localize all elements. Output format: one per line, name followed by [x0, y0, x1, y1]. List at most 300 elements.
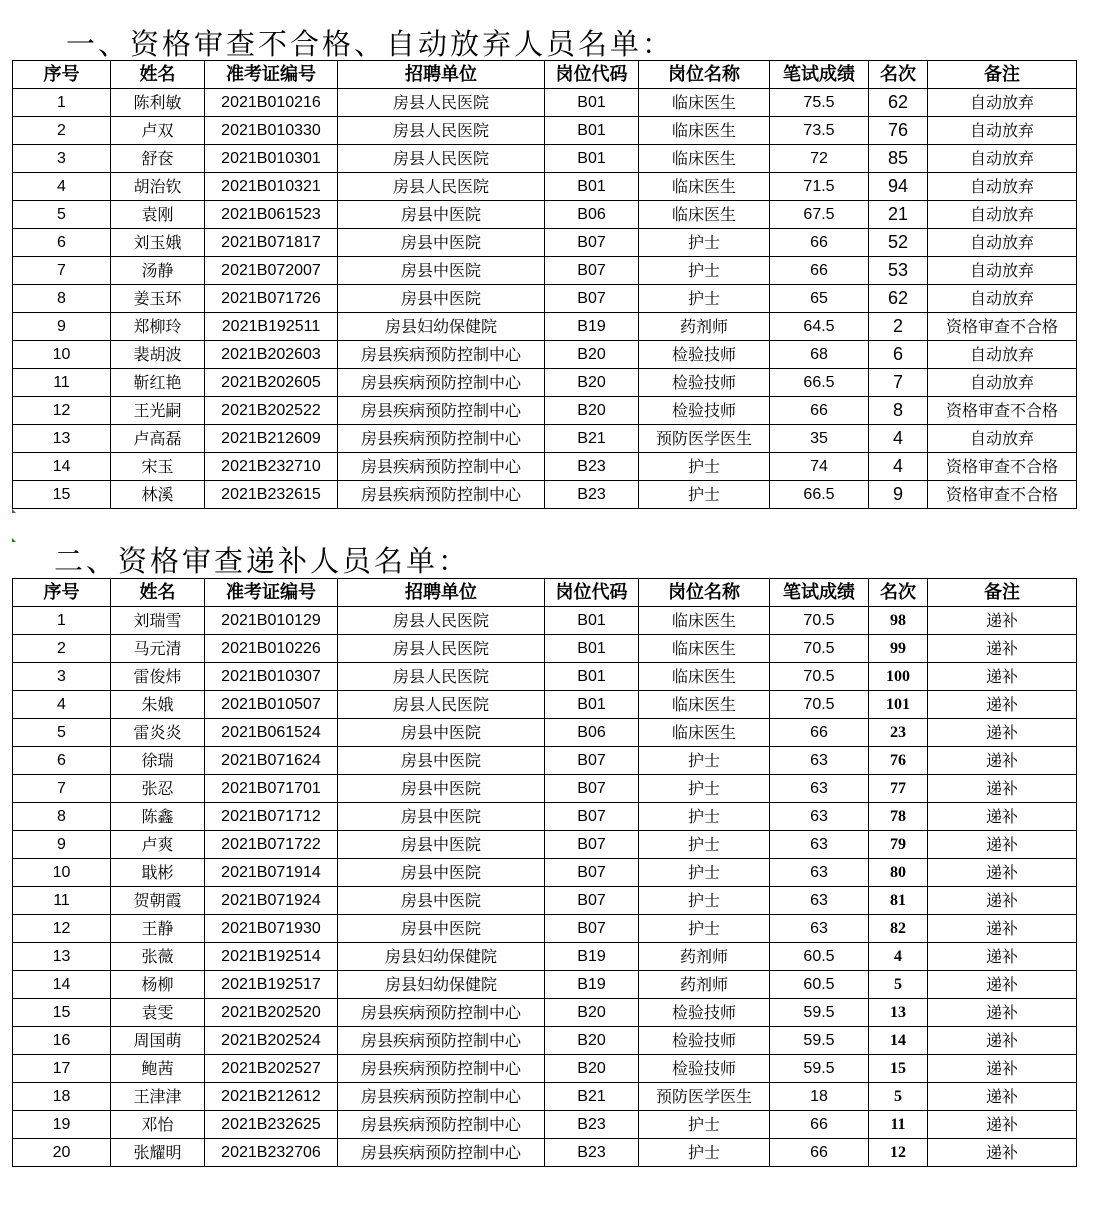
- name-cell: 汤静: [111, 257, 205, 285]
- header-score: 笔试成绩: [770, 61, 869, 89]
- position-name-cell: 护士: [639, 1139, 770, 1167]
- position-name-cell: 临床医生: [639, 691, 770, 719]
- name-cell: 袁雯: [111, 999, 205, 1027]
- name-cell: 朱娥: [111, 691, 205, 719]
- position-code-cell: B23: [545, 1111, 639, 1139]
- score-cell: 64.5: [770, 313, 869, 341]
- header-exam-id: 准考证编号: [205, 579, 338, 607]
- remark-cell: 资格审查不合格: [928, 453, 1077, 481]
- score-cell: 70.5: [770, 663, 869, 691]
- index-cell: 11: [13, 369, 111, 397]
- employer-cell: 房县疾病预防控制中心: [338, 1055, 545, 1083]
- position-code-cell: B07: [545, 831, 639, 859]
- score-cell: 66: [770, 719, 869, 747]
- position-code-cell: B20: [545, 1027, 639, 1055]
- remark-cell: 资格审查不合格: [928, 481, 1077, 509]
- name-cell: 舒奁: [111, 145, 205, 173]
- table-row: [13, 747, 1077, 775]
- index-cell: 15: [13, 999, 111, 1027]
- employer-cell: 房县妇幼保健院: [338, 971, 545, 999]
- remark-cell: 自动放弃: [928, 117, 1077, 145]
- position-code-cell: B19: [545, 971, 639, 999]
- position-code-cell: B21: [545, 425, 639, 453]
- remark-cell: 递补: [928, 691, 1077, 719]
- score-cell: 60.5: [770, 943, 869, 971]
- exam-id-cell: 2021B232710: [205, 453, 338, 481]
- exam-id-cell: 2021B071930: [205, 915, 338, 943]
- rank-cell: 5: [869, 971, 928, 999]
- position-name-cell: 临床医生: [639, 663, 770, 691]
- score-cell: 59.5: [770, 1027, 869, 1055]
- exam-id-cell: 2021B010330: [205, 117, 338, 145]
- index-cell: 10: [13, 341, 111, 369]
- index-cell: 16: [13, 1027, 111, 1055]
- remark-cell: 自动放弃: [928, 145, 1077, 173]
- exam-id-cell: 2021B010226: [205, 635, 338, 663]
- exam-id-cell: 2021B202603: [205, 341, 338, 369]
- position-code-cell: B07: [545, 257, 639, 285]
- index-cell: 4: [13, 173, 111, 201]
- index-cell: 3: [13, 145, 111, 173]
- score-cell: 66: [770, 229, 869, 257]
- remark-cell: 递补: [928, 635, 1077, 663]
- index-cell: 14: [13, 971, 111, 999]
- score-cell: 66.5: [770, 481, 869, 509]
- position-name-cell: 检验技师: [639, 397, 770, 425]
- exam-id-cell: 2021B212612: [205, 1083, 338, 1111]
- remark-cell: 递补: [928, 775, 1077, 803]
- rank-cell: 82: [869, 915, 928, 943]
- exam-id-cell: 2021B010507: [205, 691, 338, 719]
- position-code-cell: B23: [545, 453, 639, 481]
- employer-cell: 房县中医院: [338, 719, 545, 747]
- index-cell: 11: [13, 887, 111, 915]
- rank-cell: 4: [869, 943, 928, 971]
- employer-cell: 房县人民医院: [338, 173, 545, 201]
- employer-cell: 房县人民医院: [338, 145, 545, 173]
- header-index: 序号: [13, 579, 111, 607]
- cell-marker: [12, 538, 16, 542]
- exam-id-cell: 2021B192514: [205, 943, 338, 971]
- remark-cell: 递补: [928, 859, 1077, 887]
- remark-cell: 递补: [928, 971, 1077, 999]
- position-code-cell: B20: [545, 341, 639, 369]
- remark-cell: 自动放弃: [928, 201, 1077, 229]
- rank-cell: 4: [869, 425, 928, 453]
- exam-id-cell: 2021B192511: [205, 313, 338, 341]
- rank-cell: 85: [869, 145, 928, 173]
- score-cell: 73.5: [770, 117, 869, 145]
- exam-id-cell: 2021B071924: [205, 887, 338, 915]
- position-code-cell: B07: [545, 229, 639, 257]
- position-code-cell: B01: [545, 663, 639, 691]
- position-code-cell: B06: [545, 201, 639, 229]
- table-row: [13, 173, 1077, 201]
- exam-id-cell: 2021B010307: [205, 663, 338, 691]
- header-name: 姓名: [111, 61, 205, 89]
- header-index: 序号: [13, 61, 111, 89]
- position-code-cell: B23: [545, 481, 639, 509]
- rank-cell: 78: [869, 803, 928, 831]
- index-cell: 7: [13, 775, 111, 803]
- name-cell: 刘玉娥: [111, 229, 205, 257]
- table-row: [13, 1027, 1077, 1055]
- score-cell: 35: [770, 425, 869, 453]
- name-cell: 裴胡波: [111, 341, 205, 369]
- table-row: [13, 341, 1077, 369]
- position-code-cell: B20: [545, 369, 639, 397]
- position-code-cell: B21: [545, 1083, 639, 1111]
- rank-cell: 80: [869, 859, 928, 887]
- remark-cell: 递补: [928, 663, 1077, 691]
- table-row: [13, 915, 1077, 943]
- table-row: [13, 257, 1077, 285]
- index-cell: 4: [13, 691, 111, 719]
- table-row: [13, 285, 1077, 313]
- name-cell: 周国萌: [111, 1027, 205, 1055]
- index-cell: 20: [13, 1139, 111, 1167]
- name-cell: 贺朝霞: [111, 887, 205, 915]
- remark-cell: 递补: [928, 1111, 1077, 1139]
- position-name-cell: 药剂师: [639, 313, 770, 341]
- score-cell: 59.5: [770, 1055, 869, 1083]
- employer-cell: 房县疾病预防控制中心: [338, 1027, 545, 1055]
- remark-cell: 自动放弃: [928, 173, 1077, 201]
- position-name-cell: 临床医生: [639, 89, 770, 117]
- disqualified-table: [12, 60, 1077, 509]
- position-name-cell: 检验技师: [639, 341, 770, 369]
- table-row: [13, 453, 1077, 481]
- name-cell: 戢彬: [111, 859, 205, 887]
- position-code-cell: B20: [545, 999, 639, 1027]
- name-cell: 陈利敏: [111, 89, 205, 117]
- remark-cell: 递补: [928, 1083, 1077, 1111]
- employer-cell: 房县疾病预防控制中心: [338, 453, 545, 481]
- remark-cell: 自动放弃: [928, 341, 1077, 369]
- score-cell: 63: [770, 831, 869, 859]
- score-cell: 59.5: [770, 999, 869, 1027]
- score-cell: 71.5: [770, 173, 869, 201]
- table-row: [13, 887, 1077, 915]
- position-code-cell: B01: [545, 607, 639, 635]
- rank-cell: 13: [869, 999, 928, 1027]
- index-cell: 6: [13, 747, 111, 775]
- score-cell: 65: [770, 285, 869, 313]
- name-cell: 王津津: [111, 1083, 205, 1111]
- position-code-cell: B07: [545, 775, 639, 803]
- index-cell: 7: [13, 257, 111, 285]
- name-cell: 宋玉: [111, 453, 205, 481]
- position-name-cell: 临床医生: [639, 173, 770, 201]
- table-row: [13, 663, 1077, 691]
- rank-cell: 81: [869, 887, 928, 915]
- rank-cell: 77: [869, 775, 928, 803]
- header-name: 姓名: [111, 579, 205, 607]
- name-cell: 徐瑞: [111, 747, 205, 775]
- rank-cell: 2: [869, 313, 928, 341]
- score-cell: 63: [770, 859, 869, 887]
- position-name-cell: 临床医生: [639, 145, 770, 173]
- remark-cell: 自动放弃: [928, 285, 1077, 313]
- table-row: [13, 229, 1077, 257]
- rank-cell: 52: [869, 229, 928, 257]
- index-cell: 9: [13, 831, 111, 859]
- section1-title: 一、资格审查不合格、自动放弃人员名单：: [66, 27, 675, 61]
- name-cell: 张忍: [111, 775, 205, 803]
- table-header-row: [13, 579, 1077, 607]
- table-row: [13, 397, 1077, 425]
- index-cell: 8: [13, 803, 111, 831]
- header-remark: 备注: [928, 579, 1077, 607]
- name-cell: 袁刚: [111, 201, 205, 229]
- header-position-name: 岗位名称: [639, 579, 770, 607]
- employer-cell: 房县疾病预防控制中心: [338, 397, 545, 425]
- index-cell: 12: [13, 915, 111, 943]
- position-name-cell: 临床医生: [639, 201, 770, 229]
- header-remark: 备注: [928, 61, 1077, 89]
- employer-cell: 房县中医院: [338, 257, 545, 285]
- position-name-cell: 检验技师: [639, 1055, 770, 1083]
- index-cell: 5: [13, 201, 111, 229]
- table-row: [13, 1111, 1077, 1139]
- position-name-cell: 临床医生: [639, 719, 770, 747]
- rank-cell: 8: [869, 397, 928, 425]
- rank-cell: 62: [869, 89, 928, 117]
- rank-cell: 12: [869, 1139, 928, 1167]
- exam-id-cell: 2021B061523: [205, 201, 338, 229]
- rank-cell: 6: [869, 341, 928, 369]
- position-name-cell: 预防医学医生: [639, 425, 770, 453]
- table-row: [13, 859, 1077, 887]
- table-row: [13, 691, 1077, 719]
- name-cell: 鲍茜: [111, 1055, 205, 1083]
- employer-cell: 房县疾病预防控制中心: [338, 1083, 545, 1111]
- table-row: [13, 369, 1077, 397]
- employer-cell: 房县中医院: [338, 775, 545, 803]
- score-cell: 66: [770, 1111, 869, 1139]
- score-cell: 60.5: [770, 971, 869, 999]
- score-cell: 63: [770, 915, 869, 943]
- name-cell: 雷俊炜: [111, 663, 205, 691]
- position-name-cell: 护士: [639, 481, 770, 509]
- exam-id-cell: 2021B071701: [205, 775, 338, 803]
- position-name-cell: 护士: [639, 453, 770, 481]
- position-name-cell: 临床医生: [639, 635, 770, 663]
- rank-cell: 101: [869, 691, 928, 719]
- table-header-row: [13, 61, 1077, 89]
- score-cell: 66: [770, 1139, 869, 1167]
- name-cell: 张薇: [111, 943, 205, 971]
- score-cell: 18: [770, 1083, 869, 1111]
- replacement-table: [12, 578, 1077, 1167]
- position-name-cell: 护士: [639, 803, 770, 831]
- score-cell: 72: [770, 145, 869, 173]
- header-position-code: 岗位代码: [545, 579, 639, 607]
- employer-cell: 房县中医院: [338, 803, 545, 831]
- name-cell: 王光嗣: [111, 397, 205, 425]
- position-code-cell: B01: [545, 635, 639, 663]
- index-cell: 6: [13, 229, 111, 257]
- rank-cell: 7: [869, 369, 928, 397]
- rank-cell: 53: [869, 257, 928, 285]
- name-cell: 雷炎炎: [111, 719, 205, 747]
- remark-cell: 自动放弃: [928, 425, 1077, 453]
- table-row: [13, 999, 1077, 1027]
- rank-cell: 76: [869, 747, 928, 775]
- remark-cell: 资格审查不合格: [928, 313, 1077, 341]
- index-cell: 14: [13, 453, 111, 481]
- cell-marker: [12, 509, 16, 513]
- rank-cell: 62: [869, 285, 928, 313]
- employer-cell: 房县疾病预防控制中心: [338, 1111, 545, 1139]
- exam-id-cell: 2021B232706: [205, 1139, 338, 1167]
- rank-cell: 4: [869, 453, 928, 481]
- exam-id-cell: 2021B061524: [205, 719, 338, 747]
- position-code-cell: B07: [545, 887, 639, 915]
- remark-cell: 递补: [928, 1055, 1077, 1083]
- remark-cell: 递补: [928, 915, 1077, 943]
- table-row: [13, 943, 1077, 971]
- employer-cell: 房县疾病预防控制中心: [338, 481, 545, 509]
- rank-cell: 94: [869, 173, 928, 201]
- header-position-code: 岗位代码: [545, 61, 639, 89]
- employer-cell: 房县人民医院: [338, 663, 545, 691]
- table-row: [13, 971, 1077, 999]
- index-cell: 15: [13, 481, 111, 509]
- employer-cell: 房县疾病预防控制中心: [338, 425, 545, 453]
- name-cell: 郑柳玲: [111, 313, 205, 341]
- rank-cell: 23: [869, 719, 928, 747]
- position-code-cell: B01: [545, 691, 639, 719]
- table-row: [13, 481, 1077, 509]
- position-name-cell: 护士: [639, 257, 770, 285]
- employer-cell: 房县人民医院: [338, 117, 545, 145]
- position-name-cell: 护士: [639, 285, 770, 313]
- rank-cell: 100: [869, 663, 928, 691]
- score-cell: 70.5: [770, 607, 869, 635]
- name-cell: 陈鑫: [111, 803, 205, 831]
- score-cell: 74: [770, 453, 869, 481]
- exam-id-cell: 2021B010321: [205, 173, 338, 201]
- index-cell: 19: [13, 1111, 111, 1139]
- table-row: [13, 775, 1077, 803]
- score-cell: 66: [770, 257, 869, 285]
- index-cell: 10: [13, 859, 111, 887]
- employer-cell: 房县中医院: [338, 285, 545, 313]
- remark-cell: 递补: [928, 1027, 1077, 1055]
- position-code-cell: B20: [545, 1055, 639, 1083]
- exam-id-cell: 2021B192517: [205, 971, 338, 999]
- employer-cell: 房县人民医院: [338, 89, 545, 117]
- rank-cell: 15: [869, 1055, 928, 1083]
- index-cell: 2: [13, 117, 111, 145]
- table-row: [13, 425, 1077, 453]
- index-cell: 1: [13, 607, 111, 635]
- rank-cell: 14: [869, 1027, 928, 1055]
- index-cell: 8: [13, 285, 111, 313]
- exam-id-cell: 2021B071712: [205, 803, 338, 831]
- employer-cell: 房县中医院: [338, 831, 545, 859]
- exam-id-cell: 2021B202522: [205, 397, 338, 425]
- name-cell: 张耀明: [111, 1139, 205, 1167]
- name-cell: 刘瑞雪: [111, 607, 205, 635]
- rank-cell: 9: [869, 481, 928, 509]
- header-position-name: 岗位名称: [639, 61, 770, 89]
- header-rank: 名次: [869, 61, 928, 89]
- score-cell: 66: [770, 397, 869, 425]
- exam-id-cell: 2021B010301: [205, 145, 338, 173]
- remark-cell: 自动放弃: [928, 89, 1077, 117]
- remark-cell: 自动放弃: [928, 229, 1077, 257]
- index-cell: 3: [13, 663, 111, 691]
- score-cell: 63: [770, 803, 869, 831]
- name-cell: 马元清: [111, 635, 205, 663]
- exam-id-cell: 2021B202524: [205, 1027, 338, 1055]
- position-code-cell: B07: [545, 747, 639, 775]
- position-code-cell: B01: [545, 117, 639, 145]
- position-name-cell: 预防医学医生: [639, 1083, 770, 1111]
- position-code-cell: B07: [545, 803, 639, 831]
- position-name-cell: 药剂师: [639, 971, 770, 999]
- remark-cell: 递补: [928, 1139, 1077, 1167]
- name-cell: 靳红艳: [111, 369, 205, 397]
- index-cell: 13: [13, 425, 111, 453]
- exam-id-cell: 2021B202520: [205, 999, 338, 1027]
- rank-cell: 5: [869, 1083, 928, 1111]
- position-code-cell: B19: [545, 943, 639, 971]
- position-name-cell: 护士: [639, 831, 770, 859]
- name-cell: 卢高磊: [111, 425, 205, 453]
- name-cell: 林溪: [111, 481, 205, 509]
- name-cell: 王静: [111, 915, 205, 943]
- position-name-cell: 临床医生: [639, 607, 770, 635]
- index-cell: 18: [13, 1083, 111, 1111]
- exam-id-cell: 2021B071914: [205, 859, 338, 887]
- exam-id-cell: 2021B071817: [205, 229, 338, 257]
- table-row: [13, 145, 1077, 173]
- index-cell: 1: [13, 89, 111, 117]
- exam-id-cell: 2021B232625: [205, 1111, 338, 1139]
- table-row: [13, 607, 1077, 635]
- index-cell: 13: [13, 943, 111, 971]
- employer-cell: 房县中医院: [338, 915, 545, 943]
- section2-title: 二、资格审查递补人员名单：: [54, 544, 471, 578]
- index-cell: 9: [13, 313, 111, 341]
- score-cell: 63: [770, 747, 869, 775]
- table-row: [13, 1055, 1077, 1083]
- exam-id-cell: 2021B071624: [205, 747, 338, 775]
- score-cell: 66.5: [770, 369, 869, 397]
- table-row: [13, 831, 1077, 859]
- score-cell: 67.5: [770, 201, 869, 229]
- rank-cell: 21: [869, 201, 928, 229]
- rank-cell: 98: [869, 607, 928, 635]
- exam-id-cell: 2021B010216: [205, 89, 338, 117]
- position-name-cell: 检验技师: [639, 999, 770, 1027]
- employer-cell: 房县疾病预防控制中心: [338, 999, 545, 1027]
- remark-cell: 递补: [928, 887, 1077, 915]
- employer-cell: 房县人民医院: [338, 691, 545, 719]
- position-name-cell: 护士: [639, 859, 770, 887]
- header-employer: 招聘单位: [338, 61, 545, 89]
- score-cell: 68: [770, 341, 869, 369]
- position-code-cell: B07: [545, 915, 639, 943]
- name-cell: 杨柳: [111, 971, 205, 999]
- table-row: [13, 1139, 1077, 1167]
- employer-cell: 房县疾病预防控制中心: [338, 341, 545, 369]
- remark-cell: 递补: [928, 831, 1077, 859]
- employer-cell: 房县妇幼保健院: [338, 943, 545, 971]
